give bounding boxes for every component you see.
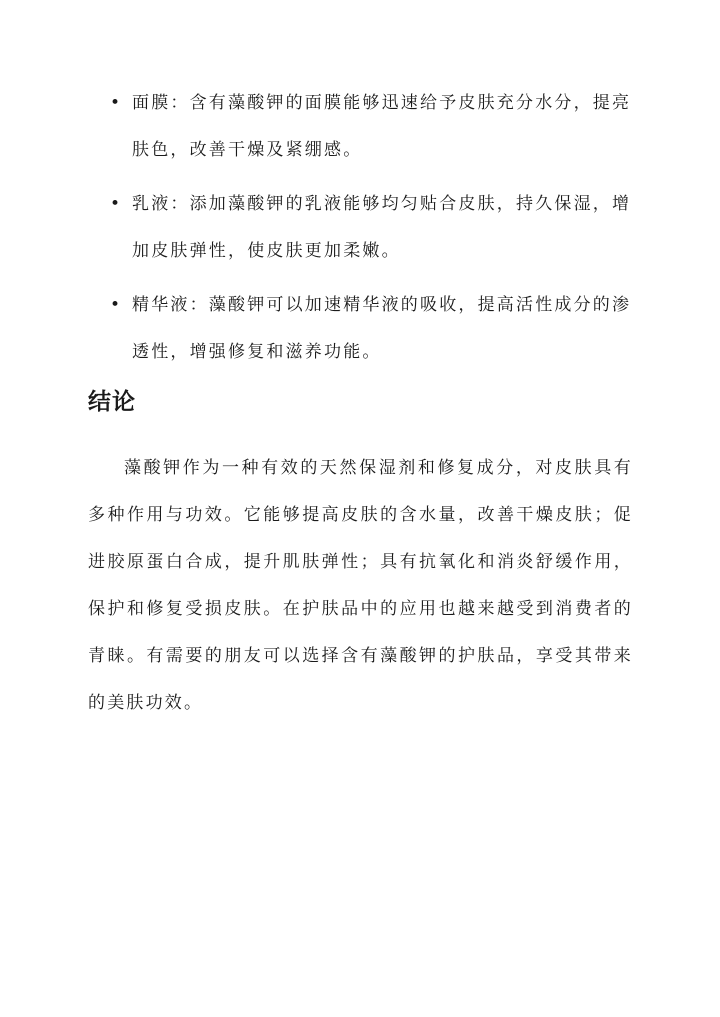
list-item-serum <box>88 282 633 376</box>
bullet-icon: • <box>110 295 123 315</box>
bullet-icon: • <box>110 194 123 214</box>
list-item-text: 精华液：藻酸钾可以加速精华液的吸收，提高活性成分的渗透性，增强修复和滋养功能。 <box>132 295 632 362</box>
list-item-lotion <box>88 181 633 275</box>
product-application-list <box>88 80 633 383</box>
conclusion-heading: 结论 <box>88 388 136 415</box>
list-item-text: 乳液：添加藻酸钾的乳液能够均匀贴合皮肤，持久保湿，增加皮肤弹性，使皮肤更加柔嫩。 <box>132 194 632 261</box>
bullet-icon: • <box>110 93 123 113</box>
list-item-mask <box>88 80 633 174</box>
list-item-text: 面膜：含有藻酸钾的面膜能够迅速给予皮肤充分水分，提亮肤色，改善干燥及紧绷感。 <box>132 93 632 160</box>
conclusion-paragraph: 藻酸钾作为一种有效的天然保湿剂和修复成分，对皮肤具有多种作用与功效。它能够提高皮肤的含水量，改善干燥皮肤；促进胶原蛋白合成，提升肌肤弹性；具有抗氧化和消炎舒缓作用，保护和修复受损皮肤。在护肤品中的应用也越来越受到消费者的青睐。有需要的朋友可以选择含有藻酸钾的护肤品，享受其带来的美肤功效。 <box>88 458 633 713</box>
